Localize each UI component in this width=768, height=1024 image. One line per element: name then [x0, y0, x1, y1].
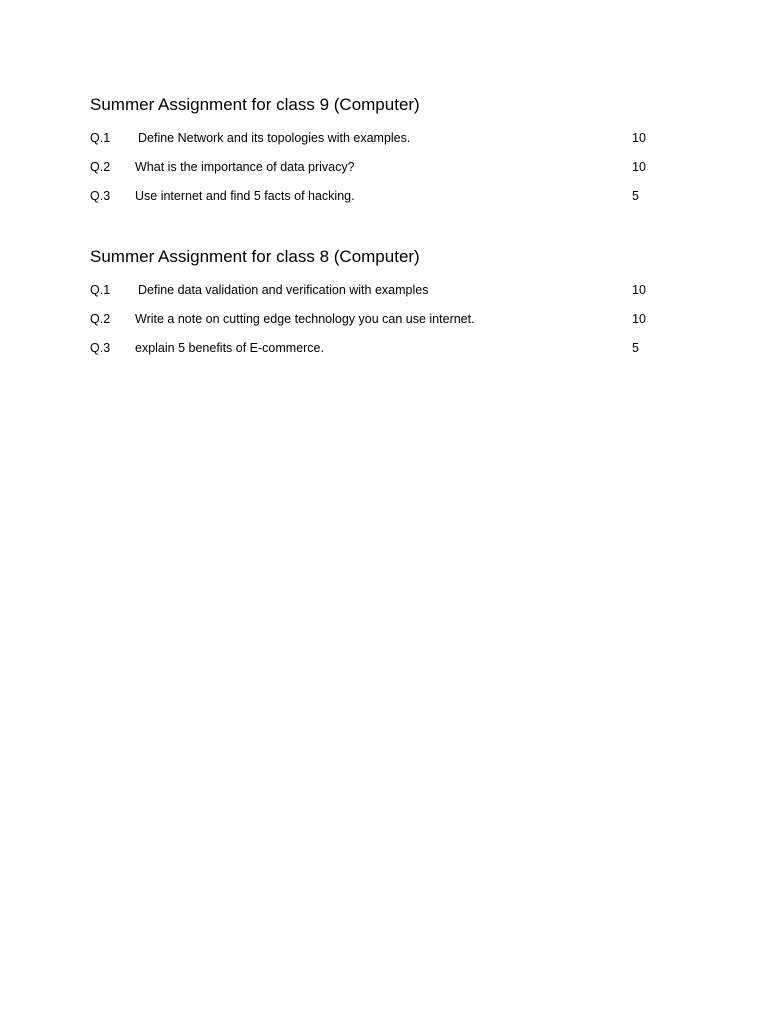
question-text: Define Network and its topologies with examples. [138, 131, 411, 145]
question-marks: 5 [632, 189, 639, 203]
question-text: explain 5 benefits of E-commerce. [135, 341, 324, 355]
question-row [90, 340, 690, 369]
question-text: Define data validation and verification with examples [138, 283, 429, 297]
question-marks: 5 [632, 341, 639, 355]
question-number: Q.1 [90, 131, 111, 145]
question-row [90, 188, 690, 217]
section-heading: Summer Assignment for class 8 (Computer) [90, 247, 420, 266]
question-number: Q.2 [90, 312, 111, 326]
question-text: Use internet and find 5 facts of hacking. [135, 189, 355, 203]
question-marks: 10 [632, 160, 646, 174]
question-number: Q.2 [90, 160, 111, 174]
question-text: Write a note on cutting edge technology you can use internet. [135, 312, 475, 326]
class-9-assignment-section [90, 94, 690, 217]
question-marks: 10 [632, 312, 646, 326]
question-row [90, 130, 690, 159]
question-row [90, 159, 690, 188]
question-row [90, 282, 690, 311]
question-number: Q.3 [90, 341, 111, 355]
question-number: Q.1 [90, 283, 111, 297]
question-row [90, 311, 690, 340]
question-text: What is the importance of data privacy? [135, 160, 355, 174]
question-list [90, 282, 690, 369]
section-heading: Summer Assignment for class 9 (Computer) [90, 95, 420, 114]
class-8-assignment-section [90, 246, 690, 369]
question-list [90, 130, 690, 217]
question-marks: 10 [632, 283, 646, 297]
question-number: Q.3 [90, 189, 111, 203]
question-marks: 10 [632, 131, 646, 145]
